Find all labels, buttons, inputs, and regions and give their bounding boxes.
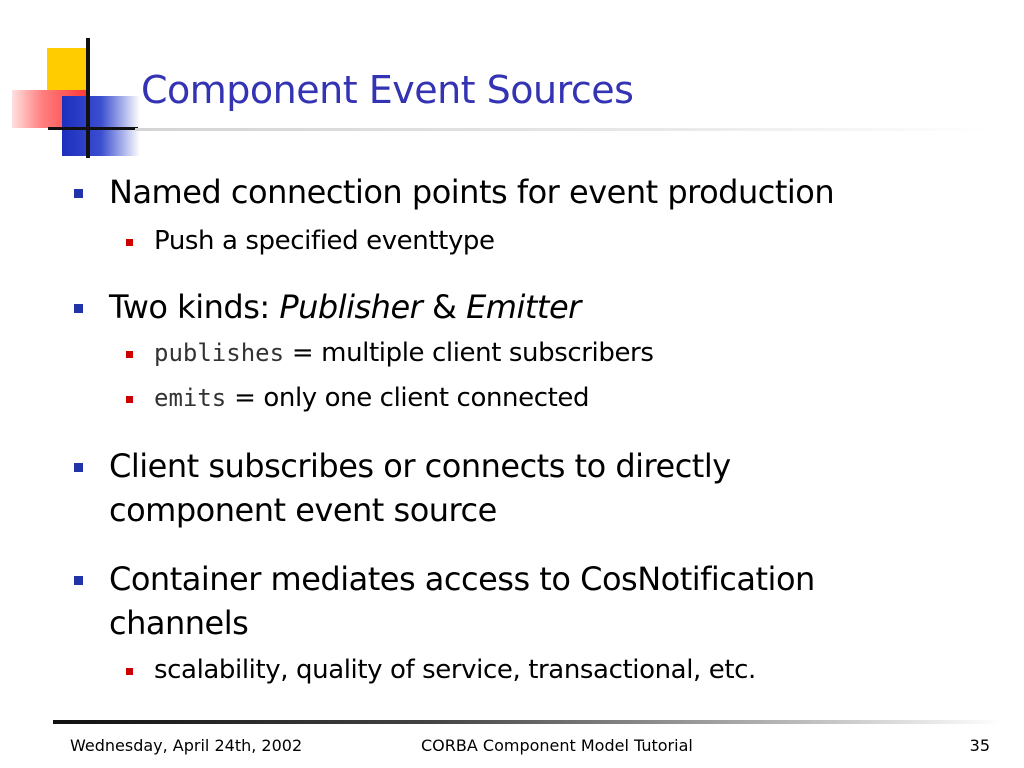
sub-bullet-square-icon bbox=[126, 351, 133, 358]
bullet-2-ampersand: & bbox=[422, 288, 467, 326]
bullet-3 bbox=[109, 444, 969, 532]
logo-horizontal-line bbox=[48, 127, 138, 130]
sub-bullet-square-icon bbox=[126, 396, 133, 403]
bullet-square-icon bbox=[74, 189, 83, 198]
bullet-1-sub-1-text: Push a specified eventtype bbox=[154, 226, 495, 256]
bullet-4-line-2: channels bbox=[109, 604, 249, 642]
sub-bullet-square-icon bbox=[126, 668, 133, 675]
footer-title: CORBA Component Model Tutorial bbox=[421, 736, 693, 755]
bullet-3-line-1: Client subscribes or connects to directly bbox=[109, 447, 731, 485]
bullet-2-prefix: Two kinds: bbox=[109, 288, 280, 326]
logo-yellow-square bbox=[47, 48, 87, 94]
slide-logo bbox=[0, 0, 140, 170]
slide-title: Component Event Sources bbox=[141, 68, 634, 112]
bullet-square-icon bbox=[74, 304, 83, 313]
bullet-4-sub-1 bbox=[154, 653, 756, 687]
logo-vertical-line bbox=[86, 38, 90, 158]
bullet-4 bbox=[109, 557, 969, 645]
bullet-1-text: Named connection points for event production bbox=[109, 173, 835, 211]
bullet-2-sub-2-text: = only one client connected bbox=[226, 383, 590, 413]
bullet-1 bbox=[109, 170, 969, 214]
bullet-2-sub-1-code: publishes bbox=[154, 339, 285, 367]
bullet-2-publisher: Publisher bbox=[279, 288, 423, 326]
footer-page-number: 35 bbox=[969, 736, 990, 755]
footer-divider bbox=[53, 720, 1003, 724]
logo-blue-square bbox=[62, 96, 140, 156]
bullet-square-icon bbox=[74, 463, 83, 472]
bullet-4-line-1: Container mediates access to CosNotification bbox=[109, 560, 815, 598]
bullet-2-sub-2-code: emits bbox=[154, 384, 227, 412]
bullet-2 bbox=[109, 285, 969, 329]
title-divider bbox=[135, 128, 995, 131]
sub-bullet-square-icon bbox=[126, 239, 133, 246]
bullet-square-icon bbox=[74, 576, 83, 585]
bullet-3-line-2: component event source bbox=[109, 491, 497, 529]
bullet-2-emitter: Emitter bbox=[466, 288, 581, 326]
bullet-2-sub-1-text: = multiple client subscribers bbox=[284, 338, 654, 368]
bullet-4-sub-1-text: scalability, quality of service, transactional, etc. bbox=[154, 655, 756, 685]
bullet-1-sub-1 bbox=[154, 224, 495, 258]
bullet-2-sub-1 bbox=[154, 336, 654, 370]
footer-date: Wednesday, April 24th, 2002 bbox=[70, 736, 303, 755]
bullet-2-sub-2 bbox=[154, 381, 589, 415]
